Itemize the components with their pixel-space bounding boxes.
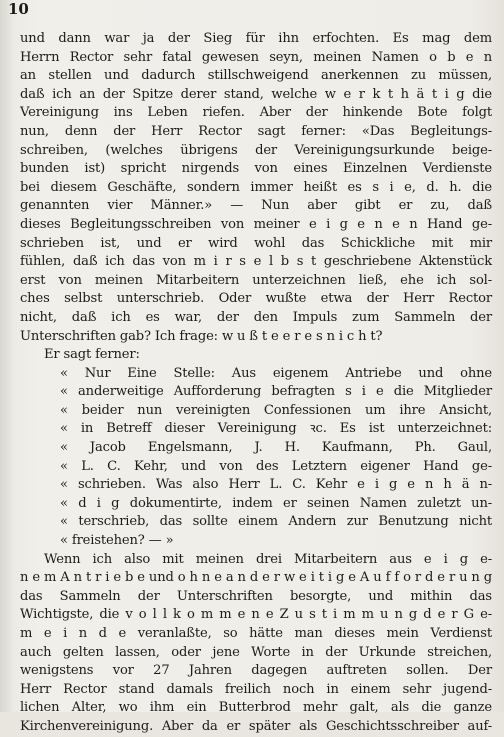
text-line: genannten vier Männer.» — Nun aber gibt er zu, daß: [20, 198, 492, 214]
text-line: « Jacob Engelsmann, J. H. Kaufmann, Ph. Gaul,: [60, 440, 492, 456]
text-line: Kirchenvereinigung. Aber da er später als Geschichtsschreiber auf-: [20, 718, 492, 734]
text-line: « terschrieb, das sollte einem Andern zur Benutzung nicht: [60, 514, 492, 530]
text-line: Wenn ich also mit meinen drei Mitarbeitern aus e i g e-: [44, 551, 492, 567]
text-line: Unterschriften gab? Ich frage: w u ß t e e r e s n i c h t?: [20, 328, 383, 344]
text-line: bei diesem Geschäfte, sondern immer heißt es s i e, d. h. die: [20, 179, 492, 195]
text-line: bunden ist) spricht nirgends von eines Einzelnen Verdienste: [20, 161, 492, 177]
text-line: das Sammeln der Unterschriften besorgte, und mithin das: [20, 588, 492, 604]
text-line: Vereinigung ins Leben riefen. Aber der hinkende Bote folgt: [20, 105, 492, 121]
text-line: dieses Begleitungsschreiben von meiner e i g e n e n Hand ge-: [20, 216, 492, 232]
text-line: auch gelten lassen, oder jene Worte in der Urkunde streichen,: [20, 644, 492, 660]
text-line: nicht, daß ich es war, der den Impuls zum Sammeln der: [20, 309, 492, 325]
text-line: « d i g dokumentirte, indem er seinen Namen zuletzt un-: [60, 495, 492, 511]
text-line: m e i n d e veranlaßte, so hätte man dieses mein Verdienst: [20, 626, 492, 641]
text-line: fühlen, daß ich das von m i r s e l b s t geschriebene Aktenstück: [20, 254, 492, 270]
text-line: Wichtigste, die v o l l k o m m e n e Z u s t i m m u n g d e r G e-: [20, 607, 492, 623]
text-line: an stellen und dadurch stillschweigend anerkennen zu müssen,: [20, 68, 492, 84]
text-line: « Nur Eine Stelle: Aus eigenem Antriebe und ohne: [60, 365, 492, 381]
text-line: « anderweitige Aufforderung befragten s i e die Mitglieder: [60, 384, 492, 400]
text-line: wenigstens vor 27 Jahren dagegen auftreten sollen. Der: [20, 663, 492, 679]
text-line: ches selbst unterschrieb. Oder wußte etwa der Herr Rector: [20, 291, 492, 307]
text-line: daß ich an der Spitze derer stand, welche w e r k t h ä t i g die: [20, 86, 492, 102]
text-line: und dann war ja der Sieg für ihn erfochten. Es mag dem: [20, 31, 492, 46]
text-line: schreiben, (welches übrigens der Vereinigungsurkunde beige-: [20, 142, 492, 158]
text-line: nun, denn der Herr Rector sagt ferner: «Das Begleitungs-: [20, 123, 492, 139]
text-line: « L. C. Kehr, und von des Letztern eigener Hand ge-: [60, 458, 492, 474]
text-line: « in Betreff dieser Vereinigung ꝛc. Es ist unterzeichnet:: [60, 421, 492, 437]
text-line: « schrieben. Was also Herr L. C. Kehr e i g e n h ä n-: [60, 477, 492, 493]
body-text: [20, 30, 492, 737]
text-line: « beider nun vereinigten Confessionen um ihre Ansicht,: [60, 402, 492, 418]
page-number: 10: [8, 0, 29, 18]
text-line: Er sagt ferner:: [44, 347, 140, 363]
text-line: n e m A n t r i e b e und o h n e a n d e r w e i t i g e A u f f o r d e r u n g: [20, 570, 492, 586]
text-line: schrieben ist, und er wird wohl das Schickliche mit mir: [20, 235, 492, 251]
text-line: erst von meinen Mitarbeitern unterzeichnen ließ, ehe ich sol-: [20, 272, 492, 288]
text-line: lichen Alter, wo ihm ein Butterbrod mehr galt, als die ganze: [20, 700, 492, 716]
text-line: « freistehen? — »: [60, 533, 174, 549]
text-line: Herrn Rector sehr fatal gewesen seyn, meinen Namen o b e n: [20, 49, 492, 65]
text-line: Herr Rector stand damals freilich noch in einem sehr jugend-: [20, 681, 492, 697]
